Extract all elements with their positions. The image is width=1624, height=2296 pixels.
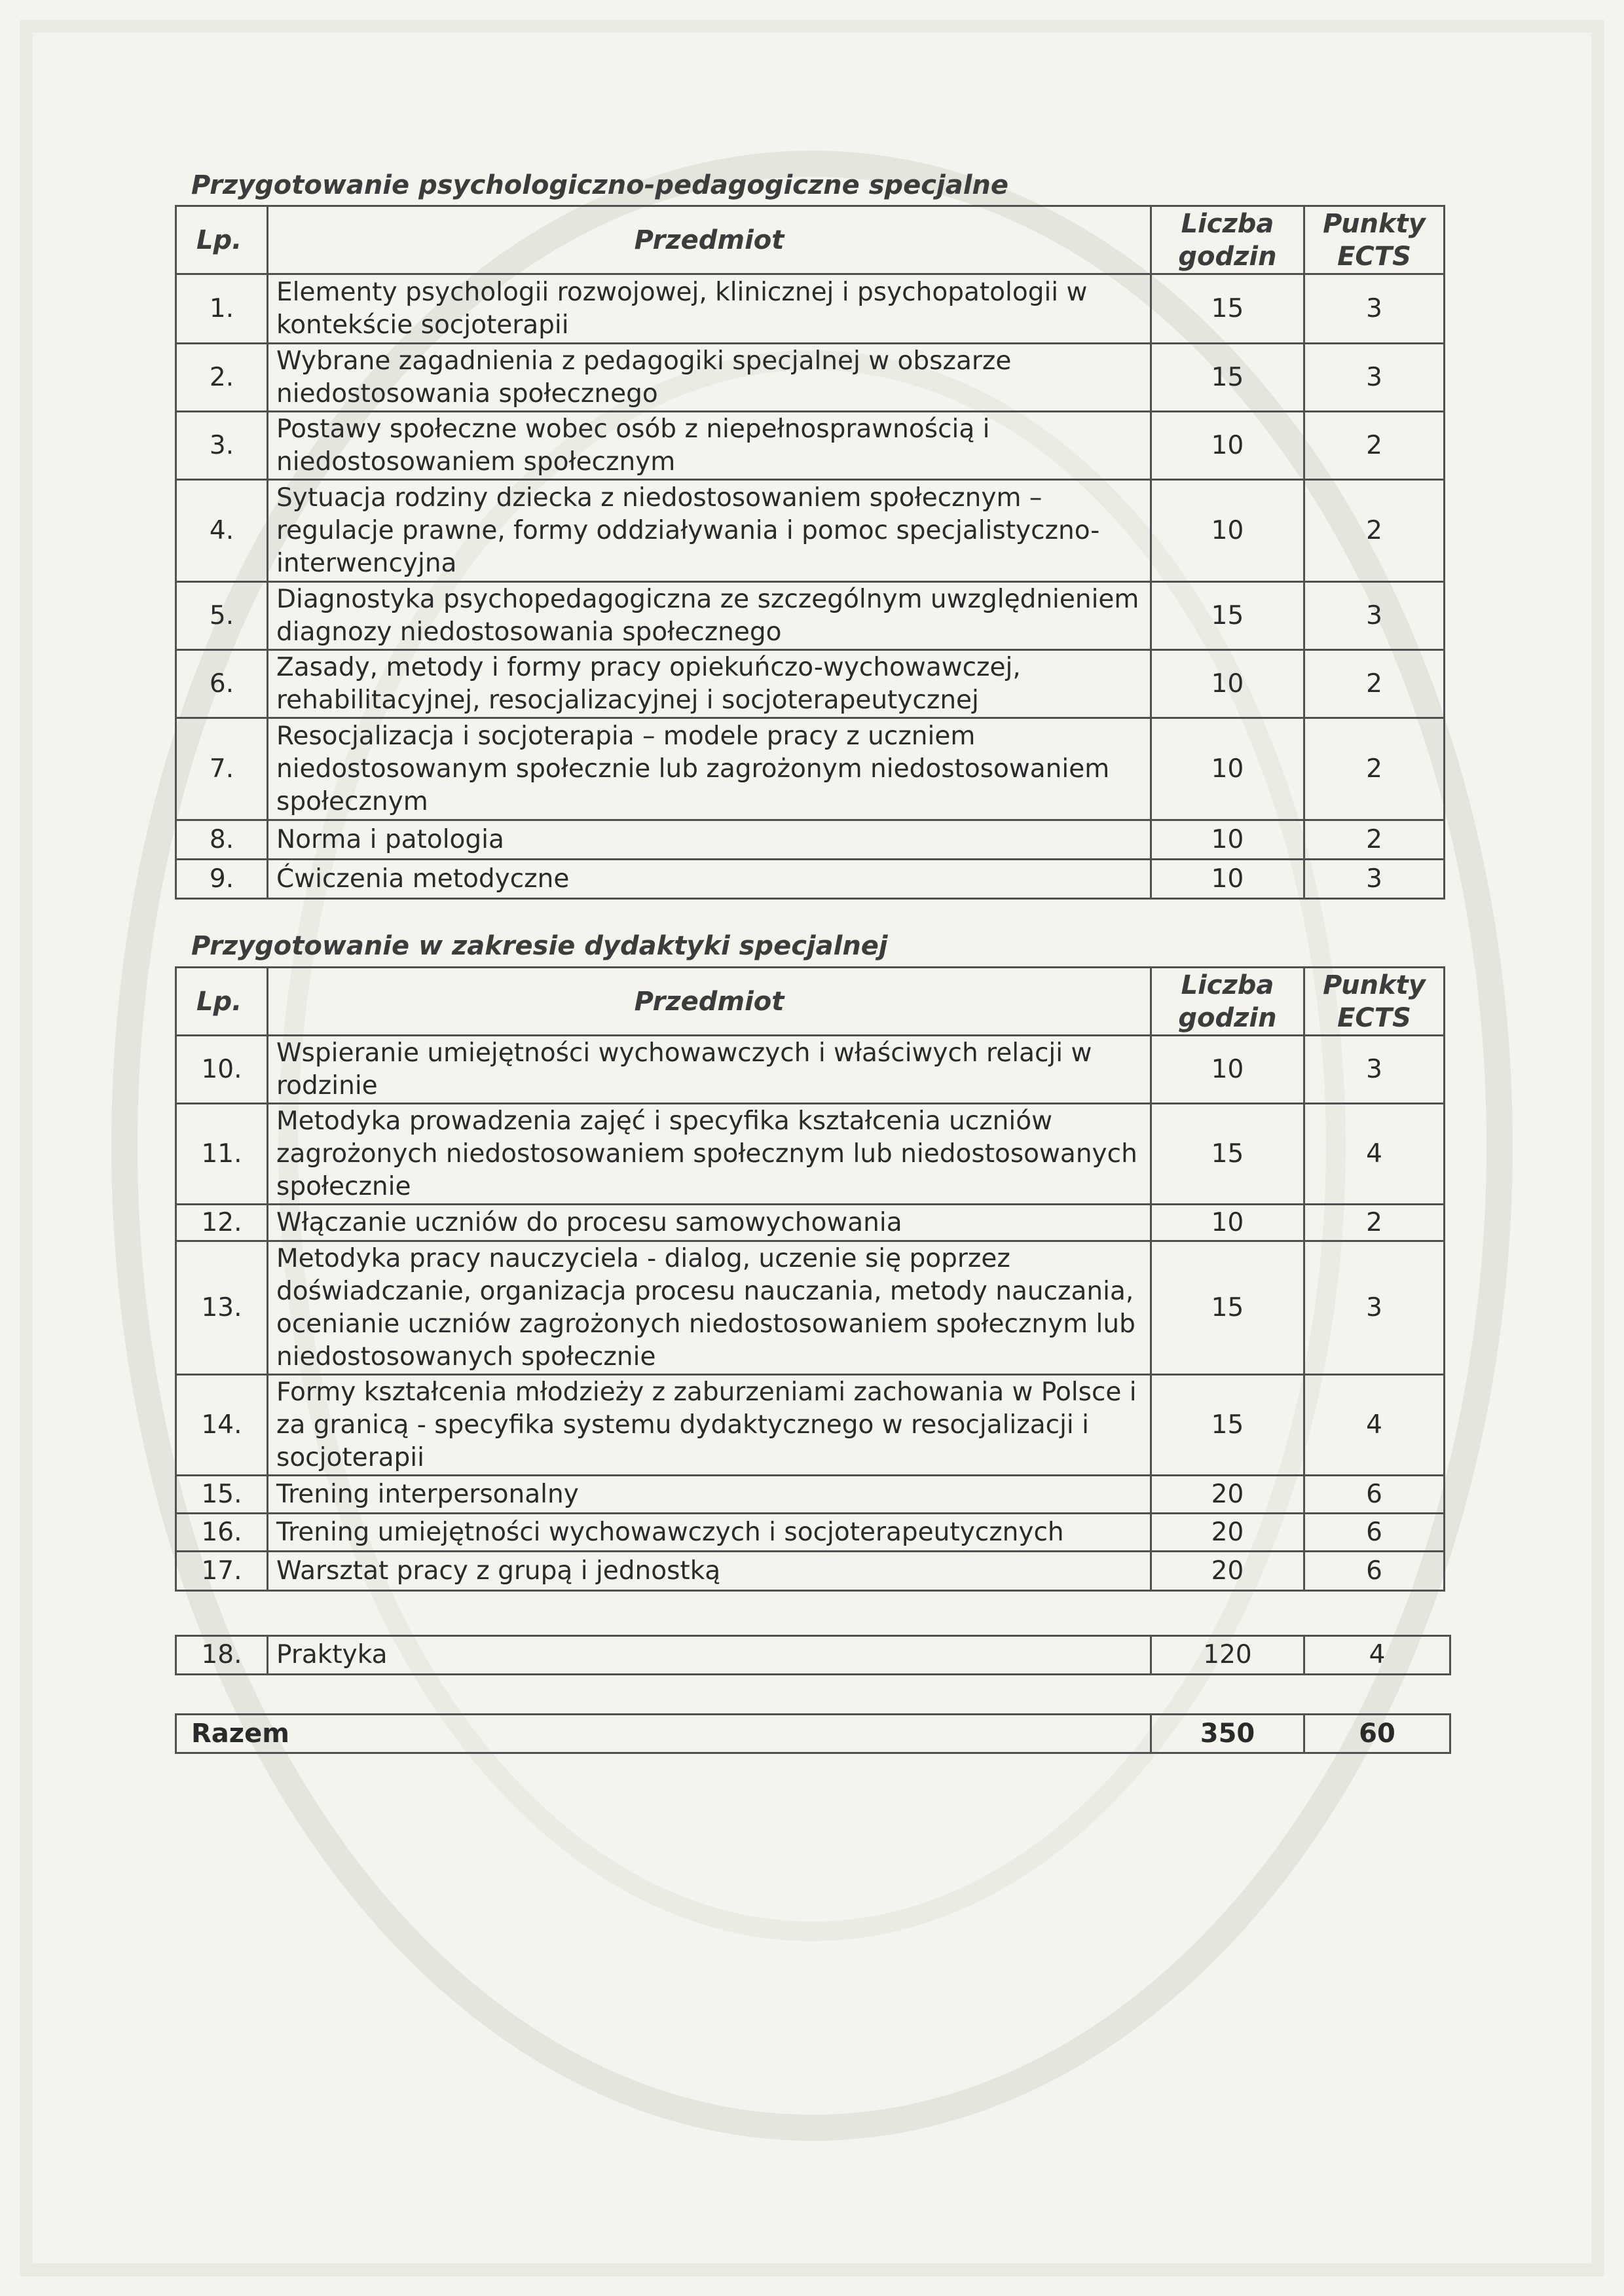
- row-hours: 15: [1151, 1375, 1304, 1476]
- table-row: [176, 1715, 1450, 1753]
- row-ects: 2: [1304, 718, 1445, 820]
- section1-table: [175, 205, 1445, 900]
- row-lp: 17.: [176, 1552, 268, 1591]
- row-ects: 4: [1304, 1375, 1445, 1476]
- row-hours: 15: [1151, 344, 1304, 412]
- row-lp: 12.: [176, 1205, 268, 1241]
- lp-header: Lp.: [176, 206, 268, 274]
- row-subject: Trening umiejętności wychowawczych i socjoterapeutycznych: [268, 1514, 1151, 1552]
- table-row: [176, 1552, 1445, 1591]
- row-subject: Warsztat pracy z grupą i jednostką: [268, 1552, 1151, 1591]
- row-subject: Sytuacja rodziny dziecka z niedostosowaniem społecznym – regulacje prawne, formy oddziaływania i pomoc specjalistyczno-interwencyjna: [268, 480, 1151, 582]
- row-ects: 3: [1304, 274, 1445, 344]
- row-subject: Wybrane zagadnienia z pedagogiki specjalnej w obszarze niedostosowania społecznego: [268, 344, 1151, 412]
- practice-subject: Praktyka: [268, 1636, 1151, 1675]
- row-lp: 3.: [176, 412, 268, 480]
- row-subject: Diagnostyka psychopedagogiczna ze szczególnym uwzględnieniem diagnozy niedostosowania społecznego: [268, 582, 1151, 650]
- row-ects: 4: [1304, 1104, 1445, 1205]
- row-lp: 10.: [176, 1036, 268, 1104]
- row-lp: 14.: [176, 1375, 268, 1476]
- row-hours: 20: [1151, 1552, 1304, 1591]
- row-ects: 6: [1304, 1552, 1445, 1591]
- row-ects: 2: [1304, 412, 1445, 480]
- hours-header: Liczba godzin: [1151, 206, 1304, 274]
- row-hours: 15: [1151, 1104, 1304, 1205]
- row-lp: 15.: [176, 1476, 268, 1514]
- table-row: [176, 582, 1445, 650]
- table-row: [176, 1636, 1450, 1675]
- section2-table: [175, 966, 1445, 1592]
- row-subject: Ćwiczenia metodyczne: [268, 860, 1151, 899]
- practice-table: [175, 1635, 1451, 1675]
- row-subject: Metodyka prowadzenia zajęć i specyfika kształcenia uczniów zagrożonych niedostosowaniem społecznym lub niedostosowanych społecznie: [268, 1104, 1151, 1205]
- section1-title: Przygotowanie psychologiczno-pedagogiczne specjalne: [191, 170, 1009, 200]
- row-lp: 11.: [176, 1104, 268, 1205]
- row-subject: Metodyka pracy nauczyciela - dialog, uczenie się poprzez doświadczanie, organizacja procesu nauczania, metody nauczania, ocenianie uczniów zagrożonych niedostosowaniem społecznym lub niedostosowanych społecznie: [268, 1241, 1151, 1375]
- row-subject: Formy kształcenia młodzieży z zaburzeniami zachowania w Polsce i za granicą - specyfika systemu dydaktycznego w resocjalizacji i socjoterapii: [268, 1375, 1151, 1476]
- table-row: [176, 480, 1445, 582]
- table-row: [176, 412, 1445, 480]
- table-row: [176, 1241, 1445, 1375]
- section2-title: Przygotowanie w zakresie dydaktyki specjalnej: [191, 931, 888, 961]
- row-lp: 13.: [176, 1241, 268, 1375]
- row-hours: 10: [1151, 412, 1304, 480]
- table-row: [176, 1104, 1445, 1205]
- practice-hours: 120: [1151, 1636, 1304, 1675]
- table-row: [176, 718, 1445, 820]
- row-hours: 10: [1151, 1036, 1304, 1104]
- subject-header: Przedmiot: [268, 968, 1151, 1036]
- row-lp: 4.: [176, 480, 268, 582]
- row-lp: 7.: [176, 718, 268, 820]
- total-hours: 350: [1151, 1715, 1304, 1753]
- row-lp: 5.: [176, 582, 268, 650]
- total-ects: 60: [1304, 1715, 1450, 1753]
- row-ects: 3: [1304, 1036, 1445, 1104]
- row-ects: 3: [1304, 582, 1445, 650]
- row-lp: 2.: [176, 344, 268, 412]
- row-lp: 9.: [176, 860, 268, 899]
- row-lp: 8.: [176, 820, 268, 860]
- row-subject: Postawy społeczne wobec osób z niepełnosprawnością i niedostosowaniem społecznym: [268, 412, 1151, 480]
- practice-lp: 18.: [176, 1636, 268, 1675]
- row-lp: 6.: [176, 650, 268, 718]
- table-row: [176, 1514, 1445, 1552]
- row-ects: 2: [1304, 820, 1445, 860]
- row-ects: 2: [1304, 1205, 1445, 1241]
- lp-header: Lp.: [176, 968, 268, 1036]
- practice-ects: 4: [1304, 1636, 1450, 1675]
- row-lp: 16.: [176, 1514, 268, 1552]
- table-header-row: [176, 206, 1445, 274]
- row-hours: 20: [1151, 1514, 1304, 1552]
- table-header-row: [176, 968, 1445, 1036]
- row-hours: 15: [1151, 1241, 1304, 1375]
- row-hours: 15: [1151, 274, 1304, 344]
- row-ects: 3: [1304, 860, 1445, 899]
- row-lp: 1.: [176, 274, 268, 344]
- row-subject: Resocjalizacja i socjoterapia – modele pracy z uczniem niedostosowanym społecznie lub zagrożonym niedostosowaniem społecznym: [268, 718, 1151, 820]
- table-row: [176, 820, 1445, 860]
- row-ects: 2: [1304, 650, 1445, 718]
- table-row: [176, 274, 1445, 344]
- row-ects: 6: [1304, 1476, 1445, 1514]
- row-hours: 10: [1151, 650, 1304, 718]
- row-hours: 10: [1151, 860, 1304, 899]
- row-subject: Wspieranie umiejętności wychowawczych i właściwych relacji w rodzinie: [268, 1036, 1151, 1104]
- hours-header: Liczba godzin: [1151, 968, 1304, 1036]
- row-subject: Elementy psychologii rozwojowej, klinicznej i psychopatologii w kontekście socjoterapii: [268, 274, 1151, 344]
- table-row: [176, 1476, 1445, 1514]
- row-ects: 3: [1304, 1241, 1445, 1375]
- table-row: [176, 650, 1445, 718]
- table-row: [176, 1205, 1445, 1241]
- row-subject: Włączanie uczniów do procesu samowychowania: [268, 1205, 1151, 1241]
- row-subject: Norma i patologia: [268, 820, 1151, 860]
- table-row: [176, 860, 1445, 899]
- ects-header: Punkty ECTS: [1304, 968, 1445, 1036]
- row-hours: 15: [1151, 582, 1304, 650]
- row-subject: Trening interpersonalny: [268, 1476, 1151, 1514]
- row-ects: 3: [1304, 344, 1445, 412]
- ects-header: Punkty ECTS: [1304, 206, 1445, 274]
- row-hours: 10: [1151, 820, 1304, 860]
- subject-header: Przedmiot: [268, 206, 1151, 274]
- table-row: [176, 344, 1445, 412]
- row-subject: Zasady, metody i formy pracy opiekuńczo-wychowawczej, rehabilitacyjnej, resocjalizacyjnej i socjoterapeutycznej: [268, 650, 1151, 718]
- row-hours: 10: [1151, 718, 1304, 820]
- row-ects: 6: [1304, 1514, 1445, 1552]
- row-hours: 20: [1151, 1476, 1304, 1514]
- table-row: [176, 1036, 1445, 1104]
- row-hours: 10: [1151, 1205, 1304, 1241]
- total-table: [175, 1713, 1451, 1754]
- row-hours: 10: [1151, 480, 1304, 582]
- table-row: [176, 1375, 1445, 1476]
- row-ects: 2: [1304, 480, 1445, 582]
- total-label: Razem: [176, 1715, 1151, 1753]
